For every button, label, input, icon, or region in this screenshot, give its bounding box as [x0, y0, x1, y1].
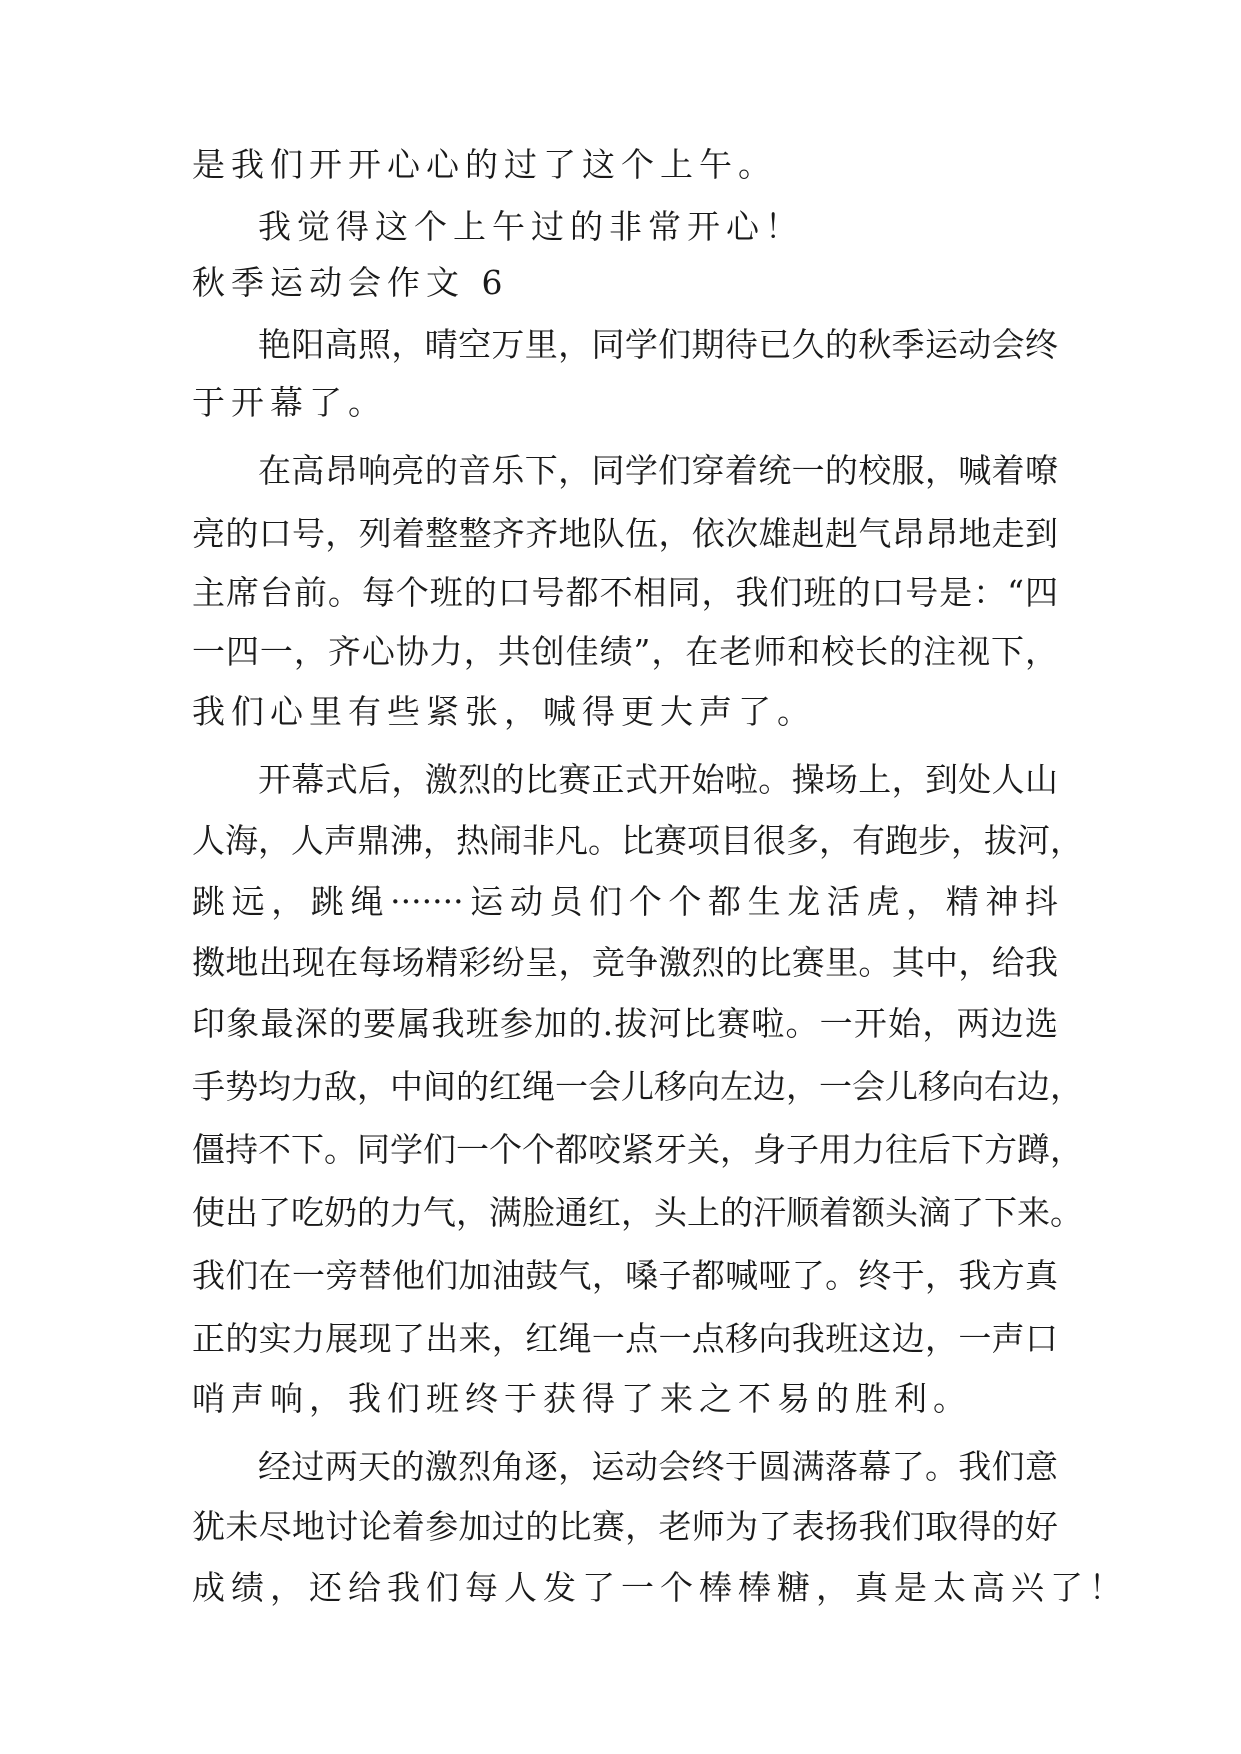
text-line: 经过两天的激烈角逐，运动会终于圆满落幕了。我们意: [258, 1447, 1058, 1486]
text-line: 擞地出现在每场精彩纷呈，竞争激烈的比赛里。其中，给我: [192, 943, 1058, 982]
text-line: 印象最深的要属我班参加的.拔河比赛啦。一开始，两边选: [192, 1004, 1058, 1043]
section-heading: 秋季运动会作文 6: [192, 263, 509, 302]
text-line: 是我们开开心心的过了这个上午。: [192, 145, 777, 184]
text-line: 僵持不下。同学们一个个都咬紧牙关，身子用力往后下方蹲，: [192, 1130, 1083, 1169]
text-line: 开幕式后，激烈的比赛正式开始啦。操场上，到处人山: [258, 760, 1058, 799]
text-line: 跳远，跳绳·······运动员们个个都生龙活虎，精神抖: [192, 882, 1058, 921]
text-line: 艳阳高照，晴空万里，同学们期待已久的秋季运动会终: [258, 325, 1058, 364]
text-line: 哨声响，我们班终于获得了来之不易的胜利。: [192, 1379, 972, 1418]
text-line: 正的实力展现了出来，红绳一点一点移向我班这边，一声口: [192, 1319, 1058, 1358]
text-line: 我们在一旁替他们加油鼓气，嗓子都喊哑了。终于，我方真: [192, 1256, 1058, 1295]
text-line: 使出了吃奶的力气，满脸通红，头上的汗顺着额头滴了下来。: [192, 1193, 1083, 1232]
text-line: 犹未尽地讨论着参加过的比赛，老师为了表扬我们取得的好: [192, 1507, 1058, 1546]
text-line: 我们心里有些紧张，喊得更大声了。: [192, 692, 816, 731]
text-line: 手势均力敌，中间的红绳一会儿移向左边，一会儿移向右边，: [192, 1067, 1083, 1106]
text-line: 成绩，还给我们每人发了一个棒棒糖，真是太高兴了！: [192, 1568, 1128, 1607]
text-line: 在高昂响亮的音乐下，同学们穿着统一的校服，喊着嘹: [258, 451, 1058, 490]
text-line: 我觉得这个上午过的非常开心！: [258, 207, 804, 246]
text-line: 人海，人声鼎沸，热闹非凡。比赛项目很多，有跑步，拔河，: [192, 821, 1083, 860]
text-line: 于开幕了。: [192, 383, 387, 422]
text-line: 一四一，齐心协力，共创佳绩”，在老师和校长的注视下，: [192, 632, 1058, 671]
text-line: 亮的口号，列着整整齐齐地队伍，依次雄赳赳气昂昂地走到: [192, 514, 1058, 553]
text-line: 主席台前。每个班的口号都不相同，我们班的口号是：“四: [192, 573, 1058, 612]
